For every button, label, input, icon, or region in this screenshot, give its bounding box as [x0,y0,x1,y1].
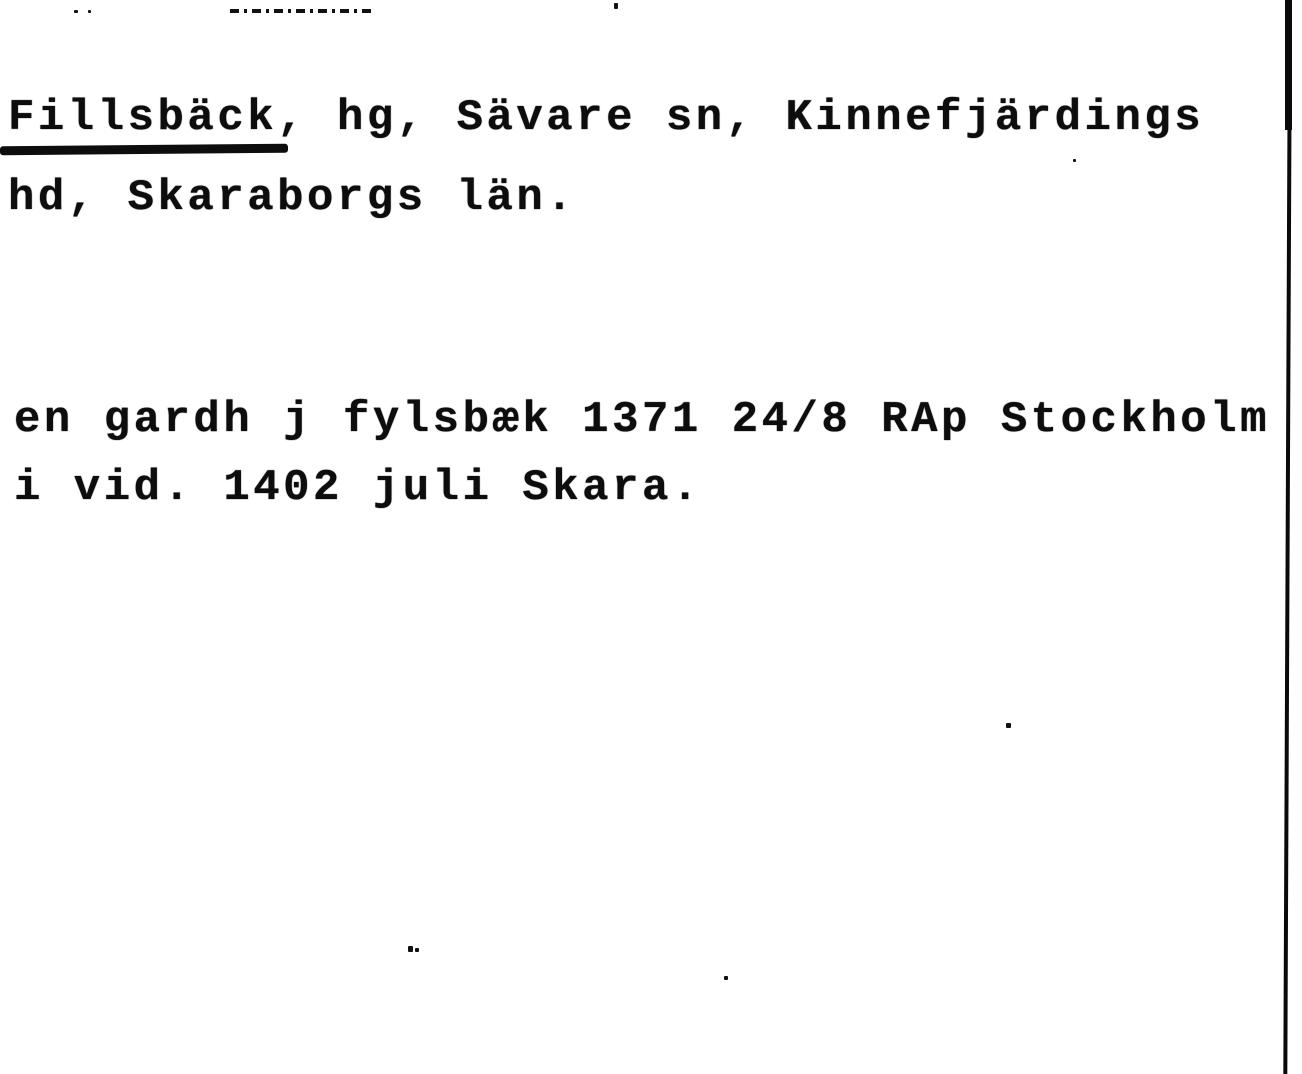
scan-speck [408,946,413,952]
scan-speck [1073,159,1076,162]
entry-line-2: i vid. 1402 juli Skara. [14,463,702,513]
card-edge-line-cap [1285,0,1292,130]
entry-line-1: en gardh j fylsbæk 1371 24/8 RAp Stockholm [14,395,1270,445]
heading-line-1 [8,93,1205,143]
scan-speck [415,948,419,952]
scan-speck [74,10,78,13]
heading-line-2: hd, Skaraborgs län. [8,173,577,223]
card-edge-line [1283,0,1292,1074]
scan-dash-marks [230,9,375,13]
headword: Fillsbäck [8,93,278,143]
headword-underline [0,144,288,156]
scan-speck [1006,723,1011,728]
scan-speck [614,3,618,9]
heading-line-1-rest: , hg, Sävare sn, Kinnefjärdings [277,93,1205,143]
scan-speck [88,10,91,13]
scan-speck [724,976,728,980]
